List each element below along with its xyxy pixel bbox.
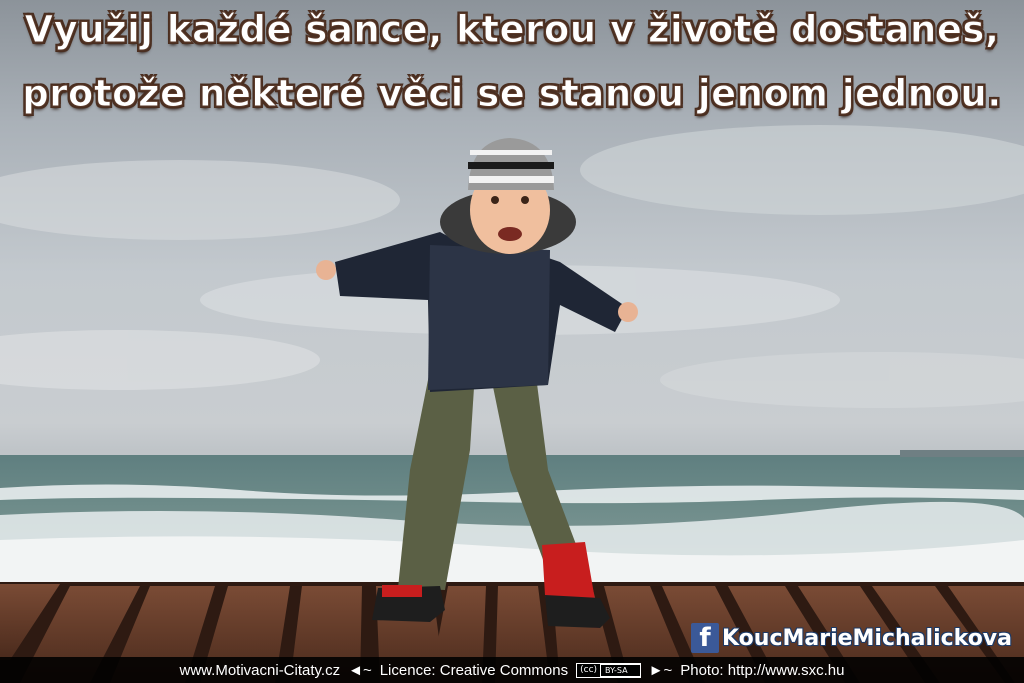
- facebook-brand[interactable]: [691, 622, 1012, 654]
- left-arrow-text: ◄~: [348, 661, 372, 679]
- quote-line-2: protože některé věci se stanou jenom jednou.: [22, 72, 1002, 115]
- cc-license-badge[interactable]: [576, 663, 641, 678]
- licence-text: Licence: Creative Commons: [379, 661, 569, 679]
- cc-icon: (cc): [577, 664, 600, 677]
- quote-line-1: Využij každé šance, kterou v životě dostaneš,: [24, 8, 1000, 51]
- footer-bar: [0, 657, 1024, 683]
- facebook-icon: f: [691, 623, 719, 653]
- cc-by-sa-label: BY-SA: [601, 665, 640, 676]
- brand-name: KoucMarieMichalickova: [722, 625, 1012, 651]
- photo-credit: Photo: http://www.sxc.hu: [680, 661, 845, 679]
- site-link[interactable]: www.Motivacni-Citaty.cz: [179, 661, 341, 679]
- right-arrow-text: ►~: [648, 661, 673, 679]
